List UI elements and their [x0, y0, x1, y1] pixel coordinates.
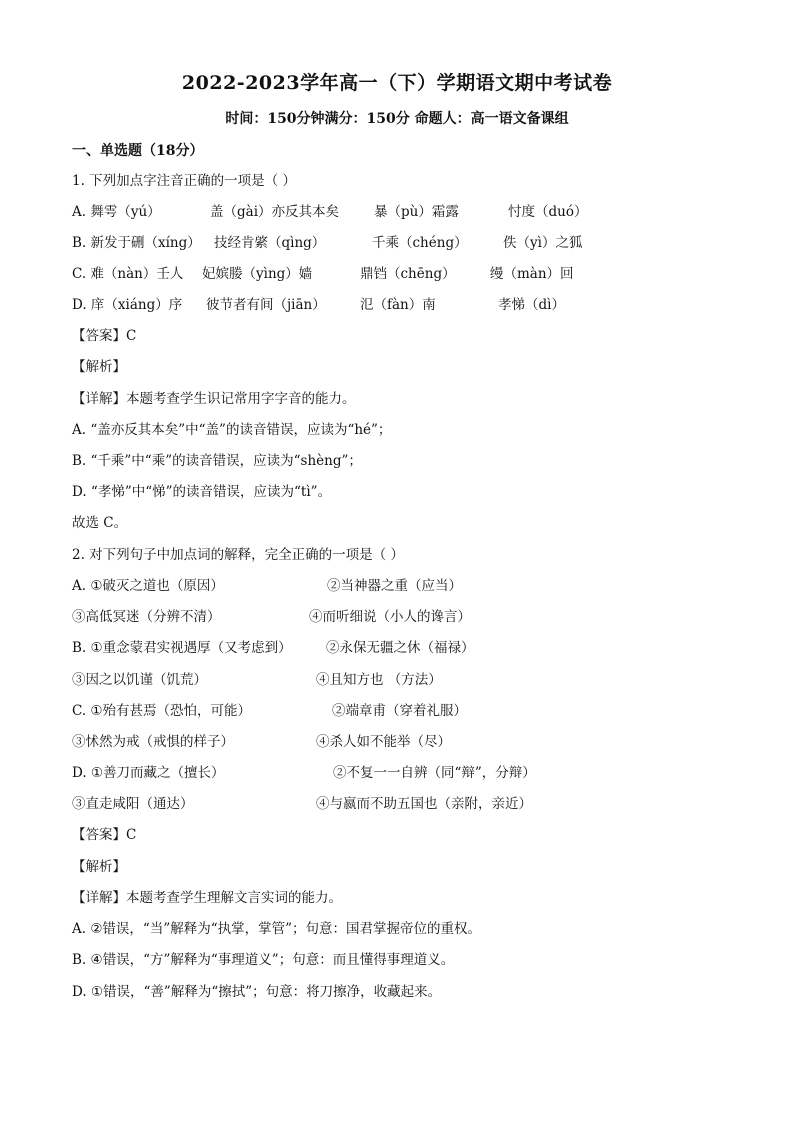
q1-b-4: 佚（yì）之狐	[503, 235, 583, 251]
q1-analysis-label: 【解析】	[72, 359, 126, 375]
q2-detail: D. ①错误，“善”解释为“擦拭”；句意：将刀擦净，收藏起来。	[72, 984, 442, 1000]
q2-detail: 【详解】本题考查学生理解文言实词的能力。	[72, 890, 342, 906]
q2-item: ④与嬴而不助五国也（亲附，亲近）	[316, 796, 532, 812]
q1-d-3: 氾（fàn）南	[360, 297, 436, 313]
q2-detail: B. ④错误，“方”解释为“事理道义”；句意：而且懂得事理道义。	[72, 952, 455, 968]
q2-item: D. ①善刀而藏之（擅长）	[72, 765, 225, 781]
q2-item: ④且知方也 （方法）	[316, 672, 442, 688]
q1-c-3: 鼎铛（chēng）	[360, 266, 456, 282]
q1-detail: B. “千乘”中“乘”的读音错误，应读为“shèng”；	[72, 453, 362, 469]
q1-a-2: 盖（gài）亦反其本矣	[210, 204, 340, 220]
q2-item: ②永保无疆之休（福禄）	[326, 640, 475, 656]
q1-b-3: 千乘（chéng）	[372, 235, 468, 251]
page-title: 2022-2023学年高一（下）学期语文期中考试卷	[181, 72, 613, 94]
exam-info: 时间：150分钟满分：150分 命题人：高一语文备课组	[225, 111, 569, 127]
q1-b-1: B. 新发于硎（xíng）	[72, 235, 201, 251]
q2-item: C. ①殆有甚焉（恐怕，可能）	[72, 703, 252, 719]
q2-item: ④而听细说（小人的谗言）	[309, 609, 471, 625]
q1-a-1: A. 舞雩（yú）	[72, 204, 161, 220]
q2-item: ④杀人如不能举（尽）	[316, 734, 451, 750]
q2-item: ②不复一一自辨（同“辩”，分辩）	[333, 765, 536, 781]
q1-answer: 【答案】C	[72, 328, 137, 344]
question-2-stem: 2. 对下列句子中加点词的解释，完全正确的一项是（ ）	[72, 547, 404, 563]
q1-conclusion: 故选 C。	[72, 515, 128, 531]
q1-d-2: 彼节者有间（jiān）	[206, 297, 326, 313]
q1-d-1: D. 庠（xiáng）序	[72, 297, 183, 313]
q2-analysis-label: 【解析】	[72, 859, 126, 875]
q1-detail: A. “盖亦反其本矣”中“盖”的读音错误，应读为“hé”；	[72, 422, 392, 438]
q2-detail: A. ②错误，“当”解释为“执掌，掌管”；句意：国君掌握帝位的重权。	[72, 921, 482, 937]
q2-item: A. ①破灭之道也（原因）	[72, 578, 224, 594]
q1-d-4: 孝悌（dì）	[498, 297, 565, 313]
q2-answer: 【答案】C	[72, 827, 137, 843]
q1-a-4: 忖度（duó）	[508, 204, 588, 220]
question-1-stem: 1. 下列加点字注音正确的一项是（ ）	[72, 173, 296, 189]
q1-c-1: C. 难（nàn）壬人	[72, 266, 184, 282]
q1-b-2: 技经肯綮（qìng）	[214, 235, 326, 251]
q2-item: ②端章甫（穿着礼服）	[332, 703, 467, 719]
q2-item: ③高低冥迷（分辨不清）	[72, 609, 221, 625]
q2-item: ②当神器之重（应当）	[327, 578, 462, 594]
q1-detail: 【详解】本题考查学生识记常用字字音的能力。	[72, 391, 356, 407]
q1-a-3: 暴（pù）霜露	[374, 204, 459, 220]
q2-item: ③怵然为戒（戒惧的样子）	[72, 734, 234, 750]
q2-item: ③因之以饥谨（饥荒）	[72, 672, 207, 688]
q1-c-4: 缦（màn）回	[490, 266, 574, 282]
section-heading: 一、单选题（18分）	[72, 143, 204, 159]
q2-item: ③直走咸阳（通达）	[72, 796, 194, 812]
q1-c-2: 妃嫔媵（yìng）嫱	[202, 266, 313, 282]
q1-detail: D. “孝悌”中“悌”的读音错误，应读为“tì”。	[72, 484, 332, 500]
q2-item: B. ①重念蒙君实视遇厚（又考虑到）	[72, 640, 292, 656]
